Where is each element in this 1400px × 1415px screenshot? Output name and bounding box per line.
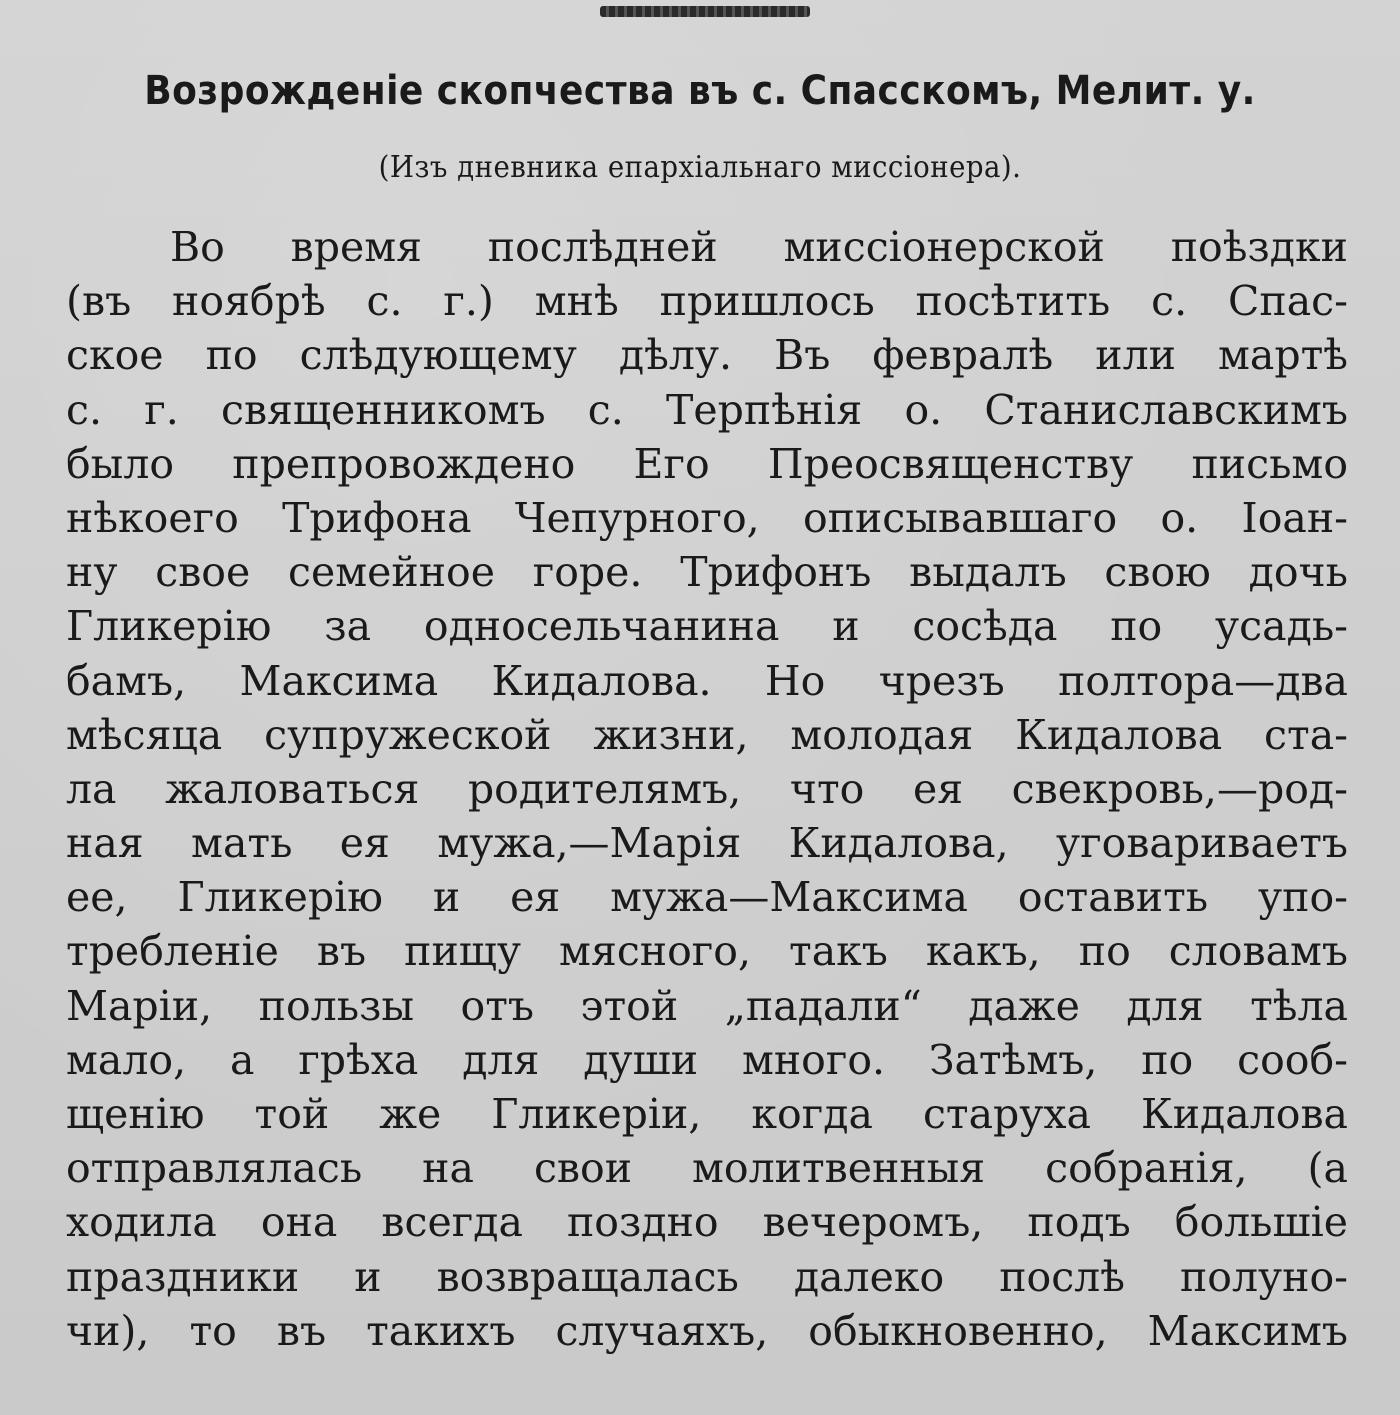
text-line: отправлялась на свои молитвенныя собранія, (а — [66, 1144, 1348, 1193]
text-line: ла жаловаться родителямъ, что ея свекровь,—род- — [66, 764, 1348, 813]
article-title: Возрожденіе скопчества въ с. Спасскомъ, Мелит. у. — [144, 68, 1256, 114]
text-line: бамъ, Максима Кидалова. Но чрезъ полтора—два — [66, 656, 1348, 705]
text-line: ну свое семейное горе. Трифонъ выдалъ свою дочь — [66, 548, 1348, 597]
article-body — [66, 220, 1348, 1358]
text-line: чи), то въ такихъ случаяхъ, обыкновенно, Максимъ — [66, 1306, 1348, 1355]
text-line: мало, а грѣха для души много. Затѣмъ, по сооб- — [66, 1035, 1348, 1084]
text-line: ная мать ея мужа,—Марія Кидалова, уговариваетъ — [66, 819, 1348, 868]
text-line: ходила она всегда поздно вечеромъ, подъ большіе — [66, 1198, 1348, 1247]
article-subtitle: (Изъ дневника епархіальнаго миссіонера). — [378, 150, 1022, 185]
text-line: было препровождено Его Преосвященству письмо — [66, 439, 1348, 488]
text-line: (въ ноябрѣ с. г.) мнѣ пришлось посѣтить с. Спас- — [66, 277, 1348, 326]
text-line: мѣсяца супружеской жизни, молодая Кидалова ста- — [66, 710, 1348, 759]
text-line: с. г. священникомъ с. Терпѣнія о. Станиславскимъ — [66, 385, 1348, 434]
text-line: требленіе въ пищу мясного, такъ какъ, по словамъ — [66, 927, 1348, 976]
text-line: ское по слѣдующему дѣлу. Въ февралѣ или мартѣ — [66, 331, 1348, 380]
text-line: ее, Гликерію и ея мужа—Максима оставить упо- — [66, 873, 1348, 922]
text-line: праздники и возвращалась далеко послѣ полуно- — [66, 1252, 1348, 1301]
text-line: Гликерію за односельчанина и сосѣда по усадь- — [66, 602, 1348, 651]
text-line: Во время послѣдней миссіонерской поѣздки — [170, 223, 1348, 271]
text-line: нѣкоего Трифона Чепурного, описывавшаго о. Іоан- — [66, 493, 1348, 542]
ornamental-rule — [600, 6, 810, 17]
text-line: Маріи, пользы отъ этой „падали“ даже для тѣла — [66, 981, 1348, 1030]
text-line: щенію той же Гликеріи, когда старуха Кидалова — [66, 1090, 1348, 1138]
